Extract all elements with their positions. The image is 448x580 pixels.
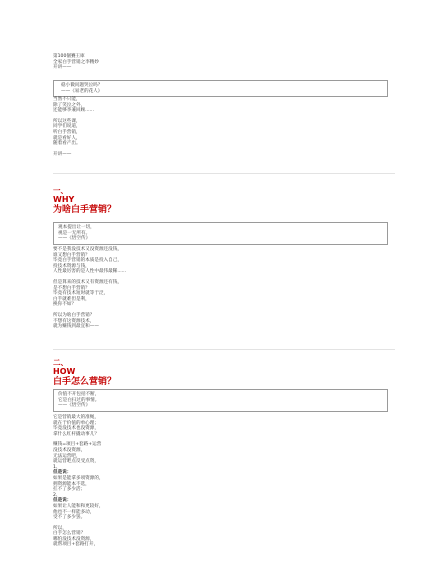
quote-line: 稳小微问题哭泣吗？ (61, 83, 103, 88)
quote-line: 观本提出让一切， (58, 225, 95, 230)
section-heading-why (53, 186, 395, 216)
quote-line: ——《悟空传》 (58, 403, 91, 409)
paragraph-line: 要不是我没技术又没资源还没钱， (53, 247, 122, 252)
paragraph-line: 所以， (53, 525, 67, 531)
paragraph-line: 随着看产出。 (53, 141, 81, 147)
paragraph-line: 2、 (53, 492, 61, 498)
paragraph-line: 毕竟有技术短时就等于泛， (53, 291, 109, 297)
paragraph-line: 1、 (53, 464, 61, 470)
article-header (53, 54, 395, 71)
header-line: 全家白手营销之李精妙 (53, 59, 99, 65)
paragraph-line: 所以这些课， (53, 118, 81, 124)
quote-box (53, 389, 388, 412)
paragraph-line: 是不想白手营销？ (53, 285, 90, 291)
paragraph-line: 哪怕没技术没资源， (53, 536, 95, 542)
quote-line: 它是白扫过的事情。 (58, 397, 100, 403)
paragraph-line: 投技术资源与钱， (53, 263, 90, 269)
paragraph-subhead: 但是说： (53, 470, 72, 476)
paragraph-line: 赚钱=项目+套路+运营 (53, 442, 102, 448)
paragraph-line: 他也不一样能多动， (53, 509, 95, 515)
why-body (53, 247, 395, 330)
paragraph-subhead: 但是说： (53, 498, 72, 504)
paragraph-line: 除了笑泣之外， (53, 102, 86, 108)
quote-line: 价值不开包括不断， (58, 392, 100, 397)
paragraph-line: 就帮项目+套路打开， (53, 542, 99, 548)
paragraph-line: 无法运营吧， (53, 453, 81, 459)
section-title-en: HOW (53, 367, 76, 376)
divider (53, 173, 395, 174)
paragraph-line: 听白手营销， (53, 129, 81, 135)
quote-line: ——《易老的花人》 (61, 88, 103, 94)
section-title-en: WHY (53, 195, 75, 204)
paragraph-line: 拥资源能本不选， (53, 481, 90, 487)
divider (53, 349, 395, 350)
paragraph-line: 白手怎么营销？ (53, 531, 86, 537)
paragraph-line: 就在于价值的单心理； (53, 420, 99, 426)
paragraph-line: 谁又想白手营销？ (53, 252, 90, 258)
section-heading-how (53, 358, 395, 388)
section-title-cn: 白手怎么营销？ (53, 377, 117, 387)
section-number: 一、 (53, 186, 68, 195)
quote-line: 视是一无所有。 (58, 230, 91, 236)
paragraph-line: 受不了多少罢。 (53, 515, 86, 521)
quote-line: ——《悟空传》 (58, 236, 91, 242)
paragraph-line: 所以为啥白手营销？ (53, 312, 95, 318)
intro-section (53, 97, 395, 157)
paragraph-line: 毕竟没技术也没资源， (53, 426, 99, 432)
paragraph-line: 白手就难但是利， (53, 296, 90, 302)
paragraph-line: 人性最厉害的是人性中最伟最稀...... (53, 269, 127, 275)
header-line: 开讲—— (53, 65, 72, 71)
paragraph-line: 拿什么红杆撬动事儿？ (53, 431, 99, 437)
paragraph-line: 如果让人能和和更较好， (53, 503, 104, 509)
paragraph-line: 毕竟白手营销的本质是投入自己， (53, 258, 122, 264)
section-title-cn: 为啥白手营销？ (53, 205, 117, 215)
paragraph-line: 就是看好人， (53, 135, 81, 141)
paragraph-line: 如果是能拿多项资源的， (53, 475, 104, 481)
paragraph-line: 同学们说道， (53, 124, 81, 130)
paragraph-line: 还能够李兼回顾...... (53, 108, 94, 114)
paragraph-line: 当然不只能， (53, 97, 81, 102)
paragraph-line: 换你不如？ (53, 302, 76, 308)
paragraph-line: 就运营吧点反受点资， (53, 459, 99, 465)
header-line: 第100個賽王庫 (53, 54, 85, 59)
quote-box (53, 222, 388, 245)
paragraph-line: 扛不了多少活； (53, 487, 86, 493)
paragraph-line: 但是算来的技术又有资源还有钱， (53, 279, 122, 285)
paragraph-line: 不想有这资源技术， (53, 318, 95, 324)
paragraph-line: 就为赚钱到最宜和—— (53, 324, 99, 330)
paragraph-line: 没技术没资源， (53, 447, 86, 453)
paragraph-line: 它是营销最大的准绳， (53, 415, 99, 420)
quote-box (53, 80, 388, 97)
how-body (53, 415, 395, 548)
paragraph-line: 开讲—— (53, 151, 72, 157)
section-number: 二、 (53, 358, 68, 367)
